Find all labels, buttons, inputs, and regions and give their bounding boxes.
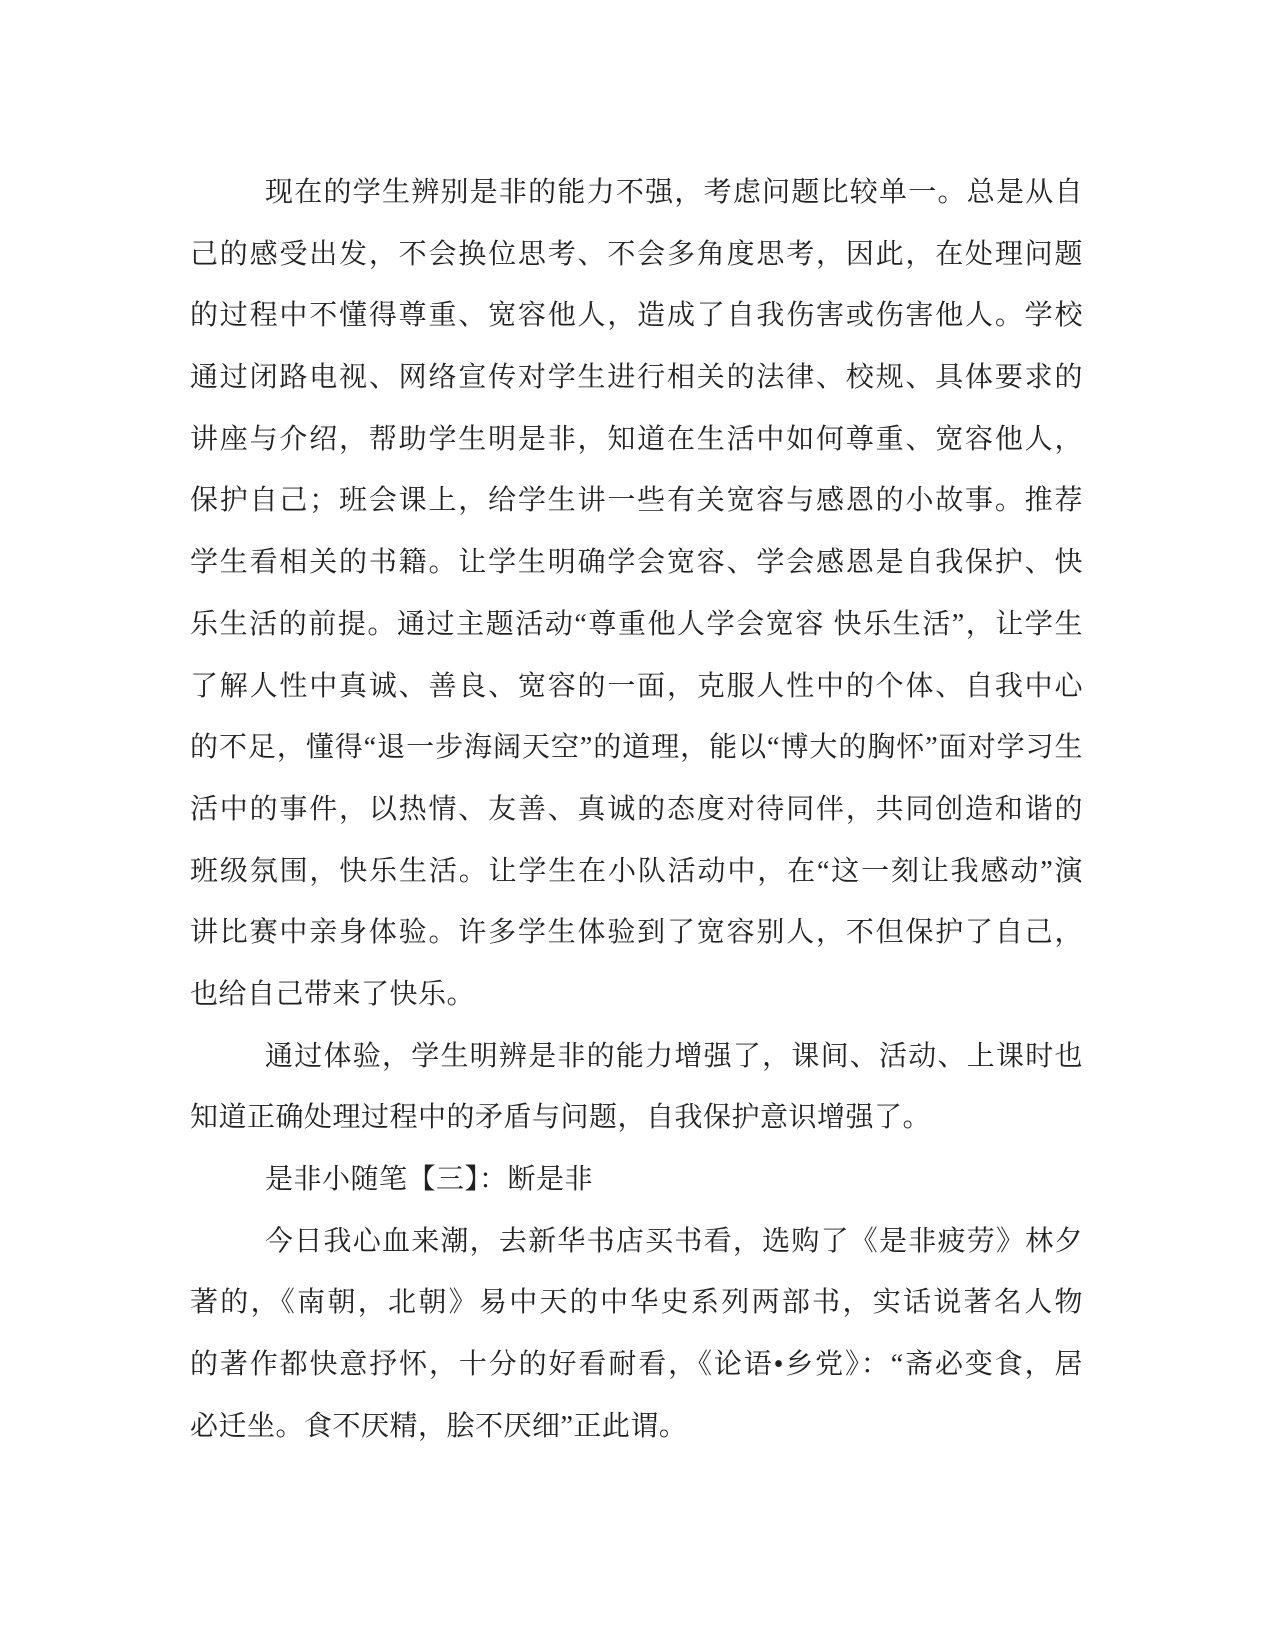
text-line-p1-l12: 班级氛围，快乐生活。让学生在小队活动中，在“这一刻让我感动”演	[190, 855, 1083, 887]
text-line-p2-l2: 知道正确处理过程中的矛盾与问题，自我保护意识增强了。	[190, 1102, 932, 1134]
text-line-p1-l2: 己的感受出发，不会换位思考、不会多角度思考，因此，在处理问题	[190, 238, 1083, 270]
text-line-p4-l2: 著的，《南朝，北朝》易中天的中华史系列两部书，实话说著名人物	[190, 1287, 1083, 1319]
text-line-p1-l6: 保护自己；班会课上，给学生讲一些有关宽容与感恩的小故事。推荐	[190, 485, 1083, 517]
text-line-p1-l3: 的过程中不懂得尊重、宽容他人，造成了自我伤害或伤害他人。学校	[190, 300, 1083, 332]
text-line-p1-l14: 也给自己带来了快乐。	[190, 978, 476, 1010]
text-line-p1-l7: 学生看相关的书籍。让学生明确学会宽容、学会感恩是自我保护、快	[190, 547, 1083, 579]
text-line-p1-l5: 讲座与介绍，帮助学生明是非，知道在生活中如何尊重、宽容他人，	[190, 423, 1083, 455]
text-line-p2-l1: 通过体验，学生明辨是非的能力增强了，课间、活动、上课时也	[265, 1040, 1083, 1072]
text-line-p1-l8: 乐生活的前提。通过主题活动“尊重他人学会宽容 快乐生活”，让学生	[190, 608, 1083, 640]
text-line-p1-l11: 活中的事件，以热情、友善、真诚的态度对待同伴，共同创造和谐的	[190, 793, 1083, 825]
text-line-p1-l9: 了解人性中真诚、善良、宽容的一面，克服人性中的个体、自我中心	[190, 670, 1083, 702]
text-line-p1-l1: 现在的学生辨别是非的能力不强，考虑问题比较单一。总是从自	[265, 177, 1083, 208]
text-line-p1-l4: 通过闭路电视、网络宣传对学生进行相关的法律、校规、具体要求的	[190, 362, 1083, 394]
text-line-p3-l1: 是非小随笔【三】：断是非	[265, 1164, 594, 1195]
document-body	[190, 162, 1083, 1457]
text-line-p4-l4: 必迁坐。食不厌精，脍不厌细”正此谓。	[190, 1410, 688, 1442]
text-line-p1-l10: 的不足，懂得“退一步海阔天空”的道理，能以“博大的胸怀”面对学习生	[190, 732, 1083, 764]
text-line-p4-l3: 的著作都快意抒怀，十分的好看耐看，《论语•乡党》：“斋必变食，居	[190, 1349, 1083, 1381]
text-line-p4-l1: 今日我心血来潮，去新华书店买书看，选购了《是非疲劳》林夕	[265, 1225, 1083, 1257]
text-line-p1-l13: 讲比赛中亲身体验。许多学生体验到了宽容别人，不但保护了自己，	[190, 917, 1083, 949]
